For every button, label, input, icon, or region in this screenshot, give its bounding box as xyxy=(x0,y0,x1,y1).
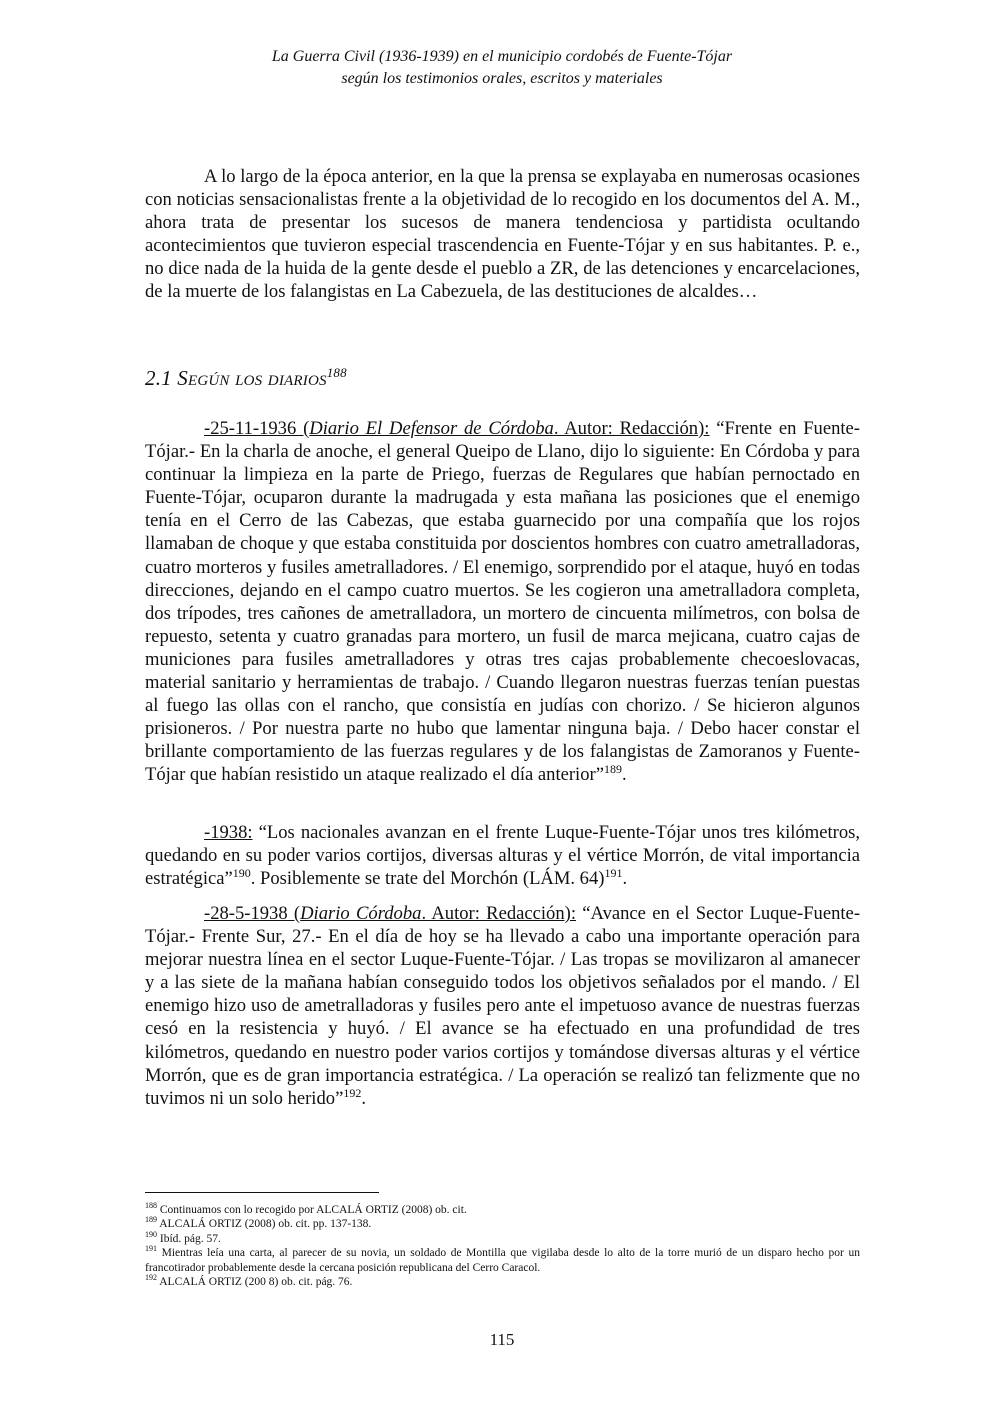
footnote-192 xyxy=(145,1275,860,1289)
footnote-190 xyxy=(145,1229,860,1246)
intro-paragraph: A lo largo de la época anterior, en la que la prensa se explayaba en numerosas ocasiones con noticias sensacionalistas frente a la objetividad de lo recogido en los documentos del A. M., ahora trata de presentar los sucesos de manera tendenciosa y partidista ocultando acontecimientos que tuvieron especial trascendencia en Fuente-Tójar y en sus habitantes. P. e., no dice nada de la huida de la gente desde el pueblo a ZR, de las detenciones y encarcelaciones, de la muerte de los falangistas en La Cabezuela, de las destituciones de alcaldes… xyxy=(145,166,860,303)
entry-3-text: “Avance en el Sector Luque-Fuente-Tójar.- Frente Sur, 27.- En el día de hoy se ha llevado a cabo una importante operación para mejorar nuestra línea en el sector Luque-Fuente-Tójar. / Las tropas se movilizaron al amanecer y a las siete de la mañana habían conseguido todos los objetivos señalados por el mando. / El enemigo hizo uso de ametralladoras y fusiles pero ante el impetuoso avance de nuestras fuerzas cesó en la resistencia y huyó. / El avance se ha efectuado en una profundidad de tres kilómetros, quedando en nuestro poder varios cortijos y tomándose diversas alturas y el vértice Morrón, que es de gran importancia estratégica. / La operación se realizó tan felizmente que no tuvimos ni un solo herido” xyxy=(145,903,861,1109)
footnote-188 xyxy=(145,1203,860,1217)
footnote-191 xyxy=(145,1246,860,1275)
entry-1-paragraph xyxy=(145,417,860,787)
header-line-2: según los testimonios orales, escritos y materiales xyxy=(341,70,663,87)
entry-3-source: Diario Córdoba xyxy=(300,903,422,924)
footnote-number: 189 xyxy=(145,1215,157,1225)
entry-3-paragraph xyxy=(145,902,860,1110)
entry-1-footnote-ref: 189 xyxy=(603,762,622,777)
entry-3 xyxy=(145,902,860,1110)
entry-1-tail: . xyxy=(621,764,627,786)
header-line-1: La Guerra Civil (1936-1939) en el municipio cordobés de Fuente-Tójar xyxy=(271,48,733,65)
footnote-text: ALCALÁ ORTIZ (200 8) ob. cit. pág. 76. xyxy=(159,1276,353,1289)
footnote-189 xyxy=(145,1217,860,1231)
entry-1-date: -25-11-1936 ( xyxy=(204,418,310,439)
entry-2 xyxy=(145,821,860,890)
footnote-separator xyxy=(145,1192,379,1193)
footnote-number: 192 xyxy=(145,1273,157,1283)
page-number: 115 xyxy=(489,1330,515,1349)
entry-1-author: . Autor: Redacción): xyxy=(553,418,710,439)
entry-2-comment: . Posiblemente se trate del Morchón (LÁM. 64) xyxy=(250,868,605,890)
entry-1 xyxy=(145,417,860,787)
entry-2-heading: -1938: xyxy=(204,822,253,843)
entry-3-author: . Autor: Redacción): xyxy=(421,903,576,924)
footnote-text: Ibíd. pág. 57. xyxy=(159,1232,221,1245)
footnotes xyxy=(145,1203,860,1289)
entry-2-tail: . xyxy=(622,868,628,890)
entry-2-footnote-ref-2: 191 xyxy=(604,866,623,880)
footnote-number: 191 xyxy=(145,1244,157,1254)
footnote-number: 190 xyxy=(145,1229,157,1239)
entry-3-heading xyxy=(204,903,576,924)
section-title-text: 2.1 Según los diarios xyxy=(145,366,327,390)
entry-3-footnote-ref: 192 xyxy=(343,1085,362,1100)
footnote-number: 188 xyxy=(145,1201,157,1211)
entry-2-paragraph xyxy=(145,821,860,890)
entry-3-tail: . xyxy=(361,1087,366,1109)
footnote-text: Mientras leía una carta, al parecer de su novia, un soldado de Montilla que vigilaba desde lo alto de la torre murió de un disparo hecho por un francotirador probablemente desde la cercana posición republicana del Cerro Caracol. xyxy=(145,1247,860,1274)
footnote-text: ALCALÁ ORTIZ (2008) ob. cit. pp. 137-138. xyxy=(159,1218,372,1231)
section-footnote-ref: 188 xyxy=(326,365,347,380)
footnote-text: Continuamos con lo recogido por ALCALÁ ORTIZ (2008) ob. cit. xyxy=(159,1204,467,1216)
running-header xyxy=(0,46,1004,90)
intro-section xyxy=(145,165,860,304)
entry-1-source: Diario El Defensor de Córdoba xyxy=(309,418,554,439)
entry-2-footnote-ref: 190 xyxy=(232,866,251,880)
section-title xyxy=(145,366,347,391)
entry-3-date: -28-5-1938 ( xyxy=(204,903,301,924)
entry-2-text: “Los nacionales avanzan en el frente Luque-Fuente-Tójar unos tres kilómetros, quedando en su poder varios cortijos, diversas alturas y el vértice Morrón, de vital importancia estratégica” xyxy=(145,822,860,890)
entry-1-heading xyxy=(204,418,709,439)
entry-1-text: “Frente en Fuente-Tójar.- En la charla de anoche, el general Queipo de Llano, dijo lo siguiente: En Córdoba y para continuar la limpieza en la parte de Priego, fuerzas de Regulares que habían pernoctado en Fuente-Tójar, ocuparon durante la madrugada y esta mañana las posiciones que el enemigo tenía en el Cerro de las Cabezas, que estaba guarnecido por una compañía que los rojos llamaban de choque y que estaba constituida por doscientos hombres con cuatro ametralladoras, cuatro morteros y fusiles ametralladores. / El enemigo, sorprendido por el ataque, huyó en todas direcciones, dejando en el campo cuatro muertos. Se les cogieron una ametralladora completa, dos trípodes, tres cañones de ametralladora, un mortero de cincuenta milímetros, con bolsa de repuesto, setenta y cuatro granadas para mortero, un fusil de marca mejicana, cuatro cajas de municiones para fusiles ametralladores y otras tres cajas probablemente checoeslovacas, material sanitario y herramientas de trabajo. / Cuando llegaron nuestras fuerzas tenían puestas al fuego las ollas con el rancho, que consistía en judías con chorizo. / Se hicieron algunos prisioneros. / Por nuestra parte no hubo que lamentar ninguna baja. / Debo hacer constar el brillante comportamiento de las fuerzas regulares y de los falangistas de Zamoranos y Fuente-Tójar que habían resistido un ataque realizado el día anterior” xyxy=(145,418,861,786)
